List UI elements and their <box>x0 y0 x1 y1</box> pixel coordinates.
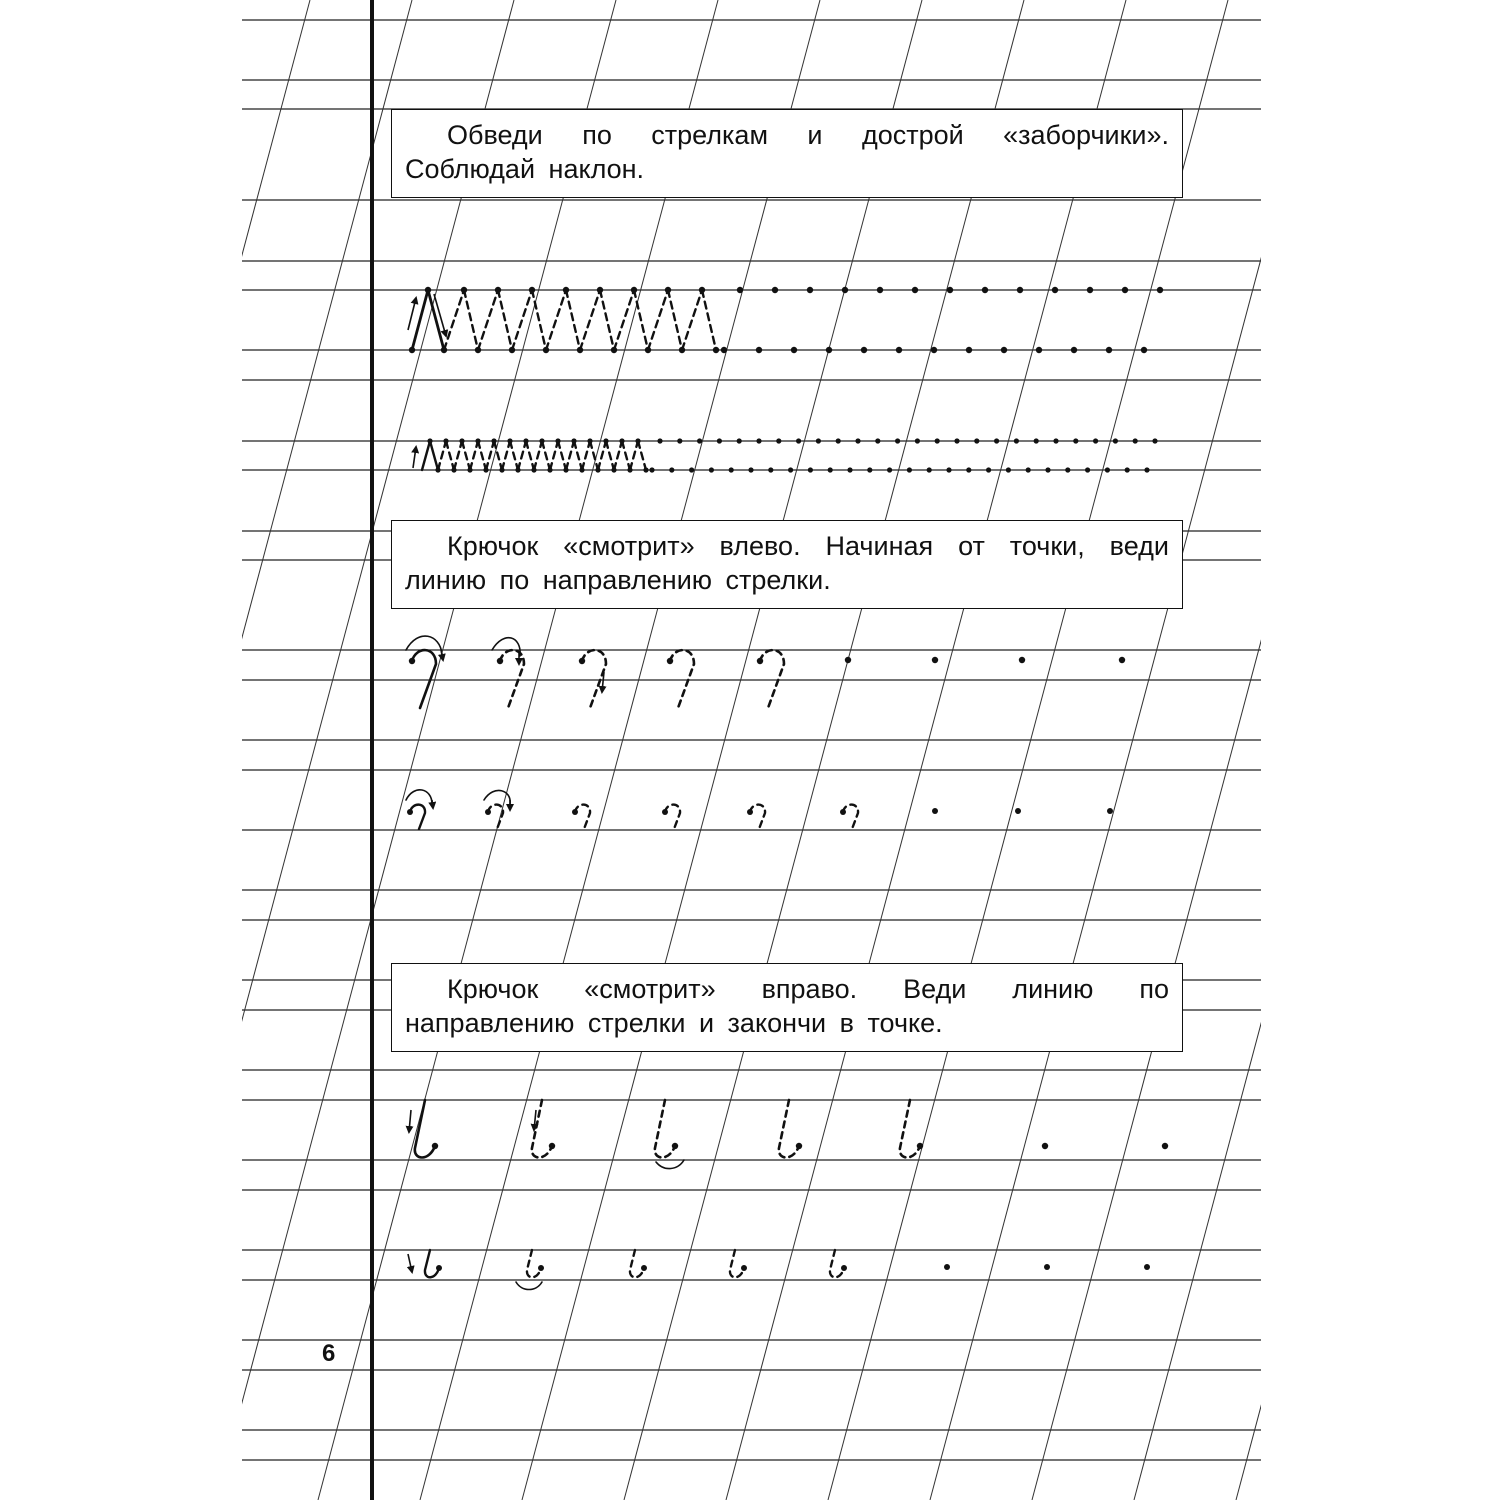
guide-dot <box>1044 1264 1050 1270</box>
dashed-stroke <box>532 290 546 350</box>
dashed-stroke <box>558 441 566 470</box>
guide-dot <box>816 438 821 443</box>
guide-dot <box>436 1265 442 1271</box>
guide-dot <box>1015 808 1021 814</box>
hook-right-stroke <box>425 1250 439 1277</box>
direction-arrow-icon <box>413 447 416 468</box>
guide-dot <box>657 438 662 443</box>
guide-dot <box>741 1265 747 1271</box>
guide-dot <box>1052 287 1058 293</box>
dashed-stroke <box>682 290 702 350</box>
guide-dot <box>954 438 959 443</box>
hook-left-stroke <box>575 805 590 829</box>
hook-right-stroke <box>900 1100 920 1158</box>
dashed-stroke <box>502 441 510 470</box>
slant-line <box>216 0 616 1500</box>
guide-dot <box>699 287 705 293</box>
slant-line <box>12 0 412 1500</box>
guide-dot <box>776 438 781 443</box>
guide-dot <box>409 347 415 353</box>
guide-dot <box>1144 467 1149 472</box>
guide-dot <box>1144 1264 1150 1270</box>
dashed-stroke <box>614 290 634 350</box>
slant-line <box>1032 0 1432 1500</box>
guide-dot <box>836 438 841 443</box>
guide-dot <box>631 287 637 293</box>
guide-dot <box>579 658 585 664</box>
guide-dot <box>932 657 938 663</box>
guide-dot <box>1141 347 1147 353</box>
guide-dot <box>907 467 912 472</box>
curved-arrow-icon <box>516 1282 542 1290</box>
guide-dot <box>796 1143 802 1149</box>
guide-dot <box>619 438 624 443</box>
page-number: 6 <box>322 1340 336 1367</box>
slant-line <box>828 0 1228 1500</box>
dashed-stroke <box>574 441 582 470</box>
guide-dot <box>667 658 673 664</box>
hook-left-stroke <box>582 650 606 708</box>
guide-dot <box>1053 438 1058 443</box>
guide-dot <box>842 287 848 293</box>
dashed-stroke <box>494 441 502 470</box>
dashed-stroke <box>454 441 462 470</box>
guide-dot <box>757 658 763 664</box>
guide-dot <box>507 438 512 443</box>
guide-dot <box>461 287 467 293</box>
guide-dot <box>1001 347 1007 353</box>
guide-dot <box>855 438 860 443</box>
guide-dot <box>572 809 578 815</box>
solid-stroke <box>412 290 428 350</box>
guide-dot <box>861 347 867 353</box>
guide-dot <box>932 808 938 814</box>
guide-dot <box>709 467 714 472</box>
guide-dot <box>1014 438 1019 443</box>
guide-dot <box>1106 347 1112 353</box>
guide-dot <box>1119 657 1125 663</box>
guide-dot <box>485 809 491 815</box>
dashed-stroke <box>438 441 446 470</box>
guide-dot <box>689 467 694 472</box>
guide-dot <box>1107 808 1113 814</box>
guide-dot <box>672 1143 678 1149</box>
hook-right-stroke <box>779 1100 799 1158</box>
guide-dot <box>665 287 671 293</box>
guide-dot <box>986 467 991 472</box>
hook-left-stroke <box>670 650 694 708</box>
guide-dot <box>1113 438 1118 443</box>
slant-line <box>318 0 718 1500</box>
dashed-stroke <box>566 290 580 350</box>
guide-dot <box>896 347 902 353</box>
guide-dot <box>982 287 988 293</box>
guide-dot <box>877 287 883 293</box>
hook-left-stroke <box>843 805 858 829</box>
guide-dot <box>788 467 793 472</box>
dashed-stroke <box>464 290 478 350</box>
guide-dot <box>946 467 951 472</box>
guide-dot <box>826 347 832 353</box>
guide-dot <box>529 287 535 293</box>
dashed-stroke <box>518 441 526 470</box>
guide-dot <box>407 809 413 815</box>
dashed-stroke <box>498 290 512 350</box>
guide-dot <box>1122 287 1128 293</box>
slant-line <box>0 0 106 1500</box>
dashed-stroke <box>634 290 648 350</box>
guide-dot <box>808 467 813 472</box>
guide-dot <box>1073 438 1078 443</box>
solid-stroke <box>430 441 438 470</box>
guide-dot <box>768 467 773 472</box>
guide-dot <box>495 287 501 293</box>
guide-dot <box>459 438 464 443</box>
guide-dot <box>409 658 415 664</box>
slant-line <box>0 0 4 1500</box>
guide-dot <box>549 1143 555 1149</box>
guide-dot <box>717 438 722 443</box>
hook-right-stroke <box>655 1100 675 1158</box>
slant-line <box>1338 0 1500 1500</box>
curved-arrow-icon <box>656 1160 684 1169</box>
guide-dot <box>697 438 702 443</box>
slant-line <box>1440 0 1500 1500</box>
guide-dot <box>1045 467 1050 472</box>
guide-dot <box>662 809 668 815</box>
dashed-stroke <box>606 441 614 470</box>
guide-dot <box>931 347 937 353</box>
guide-dot <box>1036 347 1042 353</box>
guide-dot <box>1093 438 1098 443</box>
guide-dot <box>1026 467 1031 472</box>
guide-dot <box>677 438 682 443</box>
guide-dot <box>587 438 592 443</box>
guide-dot <box>571 438 576 443</box>
guide-dot <box>828 467 833 472</box>
guide-dot <box>1006 467 1011 472</box>
dashed-stroke <box>614 441 622 470</box>
slant-line <box>0 0 208 1500</box>
guide-dot <box>427 438 432 443</box>
hook-left-stroke <box>488 805 503 829</box>
guide-dot <box>563 287 569 293</box>
guide-dot <box>756 438 761 443</box>
guide-dot <box>840 809 846 815</box>
guide-dot <box>1087 287 1093 293</box>
direction-arrow-icon <box>432 800 433 808</box>
guide-dot <box>974 438 979 443</box>
slant-line <box>1134 0 1500 1500</box>
guide-dot <box>555 438 560 443</box>
dashed-stroke <box>478 290 498 350</box>
instruction-box-hook-right <box>391 963 1183 1052</box>
guide-dot <box>721 347 727 353</box>
guide-dot <box>425 287 431 293</box>
guide-dot <box>917 1143 923 1149</box>
dashed-stroke <box>444 290 464 350</box>
dashed-stroke <box>526 441 534 470</box>
guide-dot <box>523 438 528 443</box>
guide-dot <box>737 438 742 443</box>
guide-dot <box>895 438 900 443</box>
instruction-text: Крючок «смотрит» влево. Начиная от точки, веди линию по направлению стрелки. <box>405 531 1169 595</box>
dashed-stroke <box>648 290 668 350</box>
dashed-stroke <box>478 441 486 470</box>
dashed-stroke <box>580 290 600 350</box>
guide-dot <box>927 467 932 472</box>
guide-dot <box>1065 467 1070 472</box>
instruction-text: Крючок «смотрит» вправо. Веди линию по направлению стрелки и закончи в точке. <box>405 974 1169 1038</box>
guide-dot <box>1085 467 1090 472</box>
dashed-stroke <box>546 290 566 350</box>
guide-dot <box>845 657 851 663</box>
guide-dot <box>1042 1143 1048 1149</box>
guide-dot <box>847 467 852 472</box>
guide-dot <box>713 347 719 353</box>
guide-dot <box>641 1265 647 1271</box>
dashed-stroke <box>668 290 682 350</box>
guide-dot <box>1017 287 1023 293</box>
dashed-stroke <box>702 290 716 350</box>
guide-dot <box>475 438 480 443</box>
guide-dot <box>912 287 918 293</box>
dashed-stroke <box>630 441 638 470</box>
guide-dot <box>935 438 940 443</box>
guide-dot <box>1105 467 1110 472</box>
direction-arrow-icon <box>409 1110 411 1132</box>
hook-right-stroke <box>527 1250 541 1277</box>
guide-dot <box>807 287 813 293</box>
dashed-stroke <box>638 441 646 470</box>
hook-right-stroke <box>730 1250 744 1277</box>
guide-dot <box>729 467 734 472</box>
dashed-stroke <box>486 441 494 470</box>
guide-dot <box>1157 287 1163 293</box>
guide-dot <box>915 438 920 443</box>
guide-dot <box>875 438 880 443</box>
guide-dot <box>756 347 762 353</box>
slant-line <box>624 0 1024 1500</box>
hook-left-stroke <box>500 650 524 708</box>
guide-dot <box>443 438 448 443</box>
dashed-stroke <box>534 441 542 470</box>
dashed-stroke <box>512 290 532 350</box>
guide-dot <box>1125 467 1130 472</box>
dashed-stroke <box>600 290 614 350</box>
slant-line <box>420 0 820 1500</box>
dashed-stroke <box>622 441 630 470</box>
slant-line <box>726 0 1126 1500</box>
solid-stroke <box>422 441 430 470</box>
guide-dot <box>772 287 778 293</box>
hook-left-stroke <box>412 650 436 708</box>
guide-dot <box>994 438 999 443</box>
guide-dot <box>491 438 496 443</box>
exercise-drawings <box>406 287 1168 1290</box>
guide-dot <box>966 347 972 353</box>
guide-dot <box>539 438 544 443</box>
guide-dot <box>669 467 674 472</box>
curved-arrow-icon <box>406 790 432 804</box>
guide-dot <box>1133 438 1138 443</box>
guide-dot <box>635 438 640 443</box>
guide-dot <box>737 287 743 293</box>
hook-right-stroke <box>630 1250 644 1277</box>
guide-dot <box>649 467 654 472</box>
hook-right-stroke <box>415 1100 435 1158</box>
guide-dot <box>748 467 753 472</box>
guide-dot <box>1162 1143 1168 1149</box>
guide-dot <box>603 438 608 443</box>
guide-dot <box>1034 438 1039 443</box>
hook-left-stroke <box>665 805 680 829</box>
direction-arrow-icon <box>408 298 416 330</box>
dashed-stroke <box>566 441 574 470</box>
hook-left-stroke <box>410 805 425 829</box>
direction-arrow-icon <box>408 1254 412 1272</box>
hook-right-stroke <box>830 1250 844 1277</box>
guide-dot <box>791 347 797 353</box>
dashed-stroke <box>510 441 518 470</box>
guide-dot <box>432 1143 438 1149</box>
guide-dot <box>597 287 603 293</box>
slant-line <box>522 0 922 1500</box>
guide-dot <box>796 438 801 443</box>
dashed-stroke <box>446 441 454 470</box>
guide-dot <box>497 658 503 664</box>
curved-arrow-icon <box>484 790 510 804</box>
slant-line <box>1236 0 1500 1500</box>
dashed-stroke <box>470 441 478 470</box>
instruction-box-fences <box>391 109 1183 198</box>
hook-left-stroke <box>760 650 784 708</box>
guide-dot <box>867 467 872 472</box>
slant-line <box>114 0 514 1500</box>
guide-dot <box>841 1265 847 1271</box>
ruled-lines <box>242 20 1261 1460</box>
dashed-stroke <box>582 441 590 470</box>
guide-dot <box>1152 438 1157 443</box>
instruction-box-hook-left <box>391 520 1183 609</box>
slant-line <box>0 0 310 1500</box>
instruction-text: Обведи по стрелкам и дострой «заборчики». Соблюдай наклон. <box>405 120 1169 184</box>
dashed-stroke <box>462 441 470 470</box>
slant-line <box>930 0 1330 1500</box>
guide-dot <box>1071 347 1077 353</box>
guide-dot <box>538 1265 544 1271</box>
guide-dot <box>947 287 953 293</box>
dashed-stroke <box>550 441 558 470</box>
guide-dot <box>966 467 971 472</box>
hook-left-stroke <box>750 805 765 829</box>
guide-dot <box>643 467 648 472</box>
guide-dot <box>747 809 753 815</box>
guide-dot <box>944 1264 950 1270</box>
dashed-stroke <box>542 441 550 470</box>
guide-dot <box>1019 657 1025 663</box>
guide-dot <box>887 467 892 472</box>
